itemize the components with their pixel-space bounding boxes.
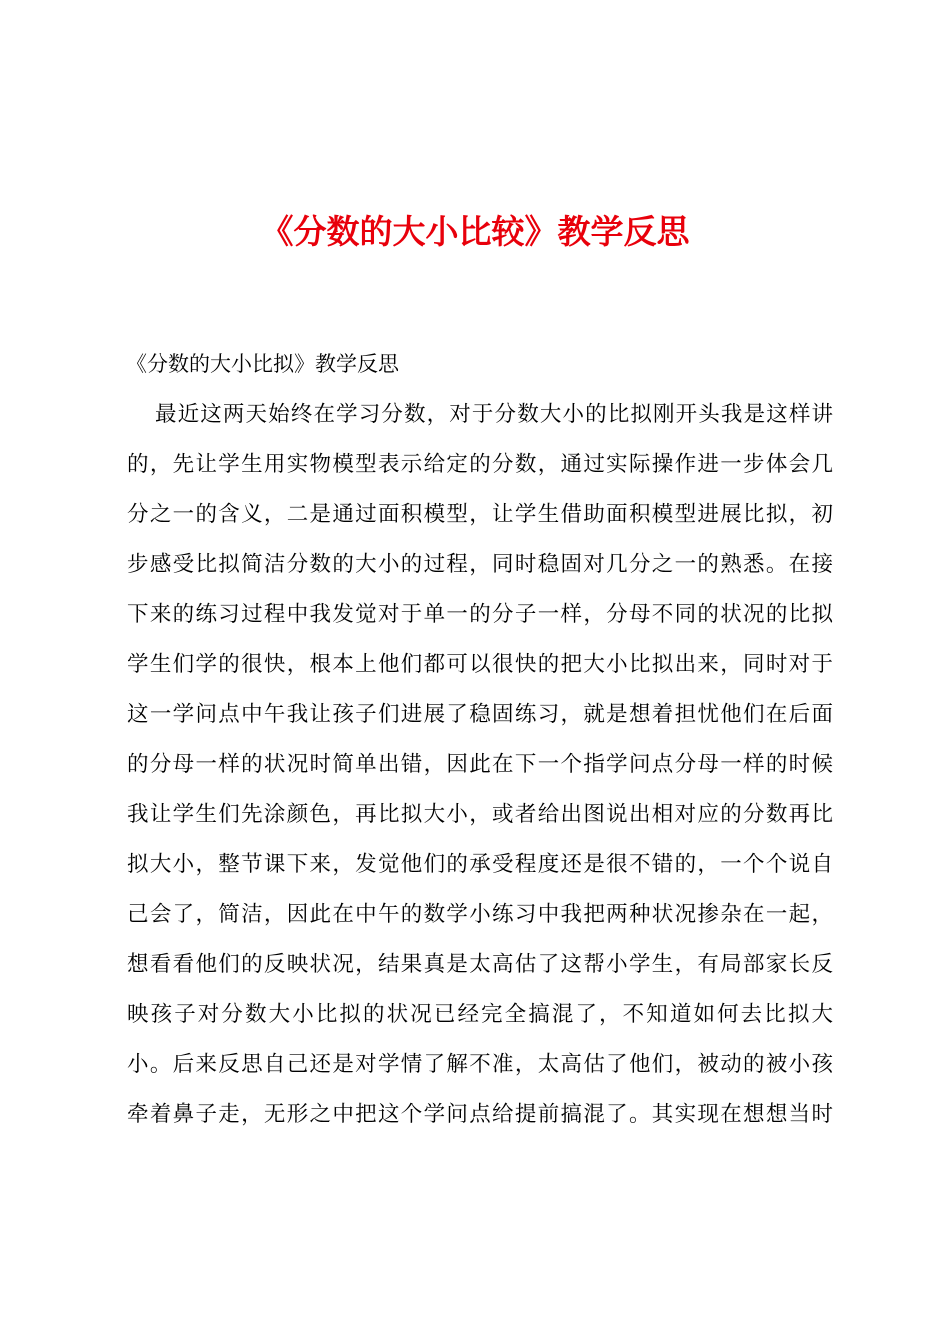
body-line: 这一学问点中午我让孩子们进展了稳固练习，就是想着担忧他们在后面 xyxy=(127,702,833,727)
body-line: 最近这两天始终在学习分数，对于分数大小的比拟刚开头我是这样讲 xyxy=(155,402,833,427)
body-line: 分之一的含义，二是通过面积模型，让学生借助面积模型进展比拟，初 xyxy=(127,502,833,527)
body-line: 己会了，简洁，因此在中午的数学小练习中我把两种状况掺杂在一起， xyxy=(127,902,833,927)
body-paragraph xyxy=(127,399,833,1149)
document-title: 《分数的大小比较》教学反思 xyxy=(260,212,690,251)
body-line: 牵着鼻子走，无形之中把这个学问点给提前搞混了。其实现在想想当时 xyxy=(127,1102,833,1127)
body-line: 的分母一样的状况时简单出错，因此在下一个指学问点分母一样的时候 xyxy=(127,752,833,777)
body-line: 我让学生们先涂颜色，再比拟大小，或者给出图说出相对应的分数再比 xyxy=(127,802,833,827)
document-subtitle: 《分数的大小比拟》教学反思 xyxy=(126,352,399,376)
body-line: 拟大小，整节课下来，发觉他们的承受程度还是很不错的，一个个说自 xyxy=(127,852,833,877)
body-line: 学生们学的很快，根本上他们都可以很快的把大小比拟出来，同时对于 xyxy=(127,652,833,677)
body-line: 步感受比拟简洁分数的大小的过程，同时稳固对几分之一的熟悉。在接 xyxy=(127,552,833,577)
body-line: 映孩子对分数大小比拟的状况已经完全搞混了，不知道如何去比拟大 xyxy=(127,1002,833,1027)
body-line: 想看看他们的反映状况，结果真是太高估了这帮小学生，有局部家长反 xyxy=(127,952,833,977)
body-line: 的，先让学生用实物模型表示给定的分数，通过实际操作进一步体会几 xyxy=(127,452,833,477)
body-line: 小。后来反思自己还是对学情了解不准，太高估了他们，被动的被小孩 xyxy=(127,1052,833,1077)
body-line: 下来的练习过程中我发觉对于单一的分子一样，分母不同的状况的比拟 xyxy=(127,602,833,627)
